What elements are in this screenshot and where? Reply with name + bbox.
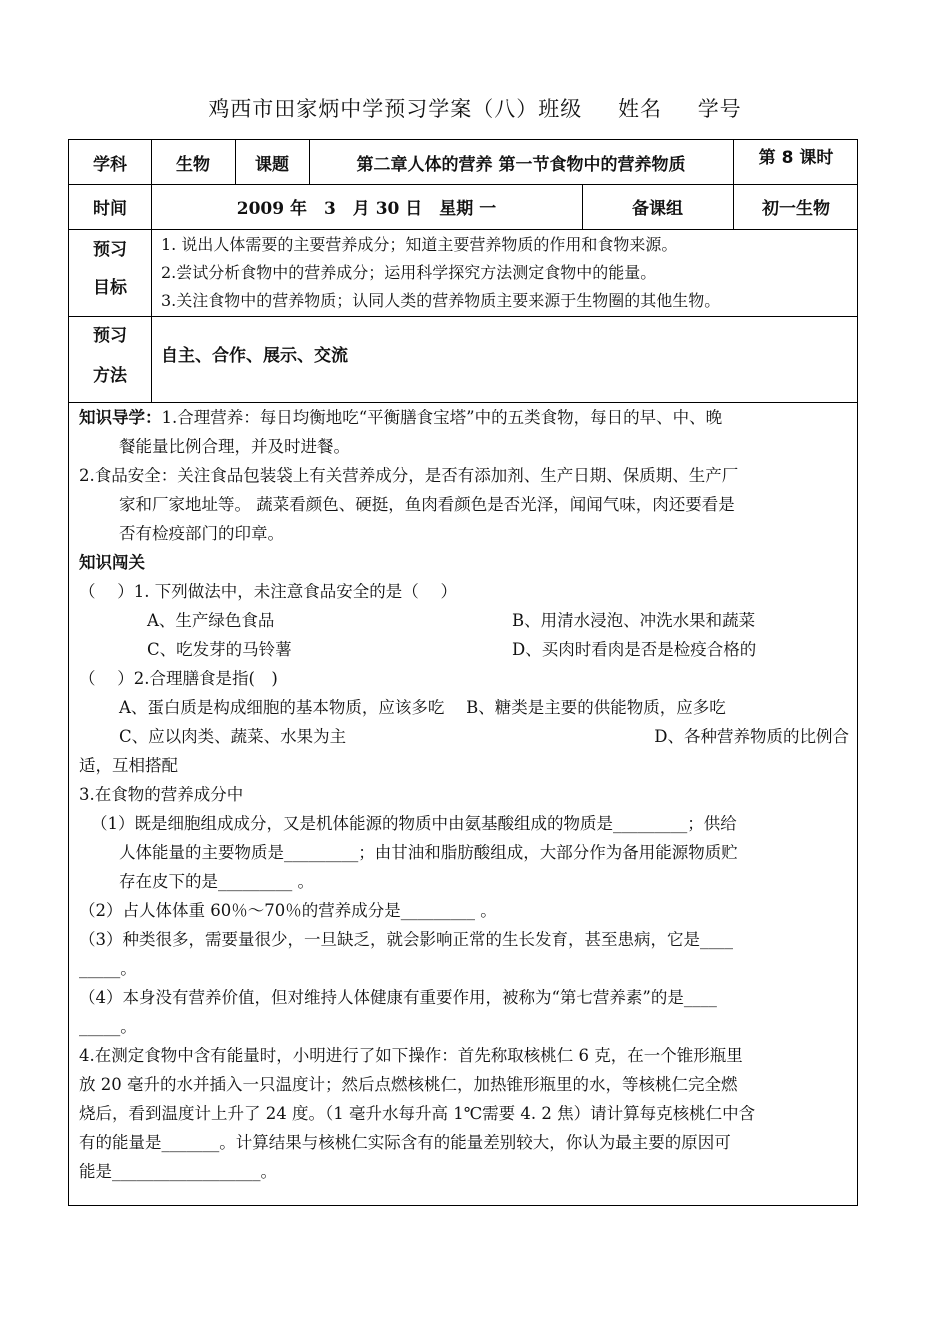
q3-part-3: （3）种类很多，需要量很少，一旦缺乏，就会影响正常的生长发育，甚至患病，它是____ xyxy=(79,930,733,949)
question-2: （ ）2.合理膳食是指( ) xyxy=(79,669,278,688)
lesson-body xyxy=(79,403,849,1186)
q1-option-d: D、买肉时看肉是否是检疫合格的 xyxy=(512,640,757,659)
q1-option-b: B、用清水浸泡、冲洗水果和蔬菜 xyxy=(512,611,756,630)
method-label-1: 预习 xyxy=(93,325,127,346)
divider xyxy=(69,316,857,317)
quiz-heading: 知识闯关 xyxy=(79,553,145,572)
subject-label: 学科 xyxy=(93,154,127,175)
group-label: 备课组 xyxy=(632,199,683,219)
question-4-cont: 放 20 毫升的水并插入一只温度计；然后点燃核桃仁，加热锥形瓶里的水，等核桃仁完全燃 xyxy=(79,1075,738,1094)
question-4: 4.在测定食物中含有能量时，小明进行了如下操作：首先称取核桃仁 6 克，在一个锥形瓶里 xyxy=(79,1046,743,1065)
question-1: （ ）1. 下列做法中，未注意食品安全的是（ ） xyxy=(79,582,457,601)
q3-part-2: （2）占人体体重 60％～70％的营养成分是_________ 。 xyxy=(79,901,497,920)
guide-p1: 1.合理营养：每日均衡地吃“平衡膳食宝塔”中的五类食物，每日的早、中、晚 xyxy=(161,408,723,427)
q3-part-1-cont: 人体能量的主要物质是_________；由甘油和脂肪酸组成，大部分作为备用能源物质贮 xyxy=(119,843,738,862)
q3-part-4: （4）本身没有营养价值，但对维持人体健康有重要作用，被称为“第七营养素”的是____ xyxy=(79,988,717,1007)
goal-item: 1. 说出人体需要的主要营养成分；知道主要营养物质的作用和食物来源。 xyxy=(161,235,678,254)
guide-p1-cont: 餐能量比例合理，并及时进餐。 xyxy=(119,437,350,456)
question-4-cont: 烧后，看到温度计上升了 24 度。（1 毫升水每升高 1℃需要 4. 2 焦）请计算每克核桃仁中含 xyxy=(79,1104,756,1123)
question-4-cont: 能是__________________。 xyxy=(79,1162,277,1181)
q2-options-ab: A、蛋白质是构成细胞的基本物质，应该多吃 B、糖类是主要的供能物质，应多吃 xyxy=(119,698,726,717)
goal-item: 2.尝试分析食物中的营养成分；运用科学探究方法测定食物中的能量。 xyxy=(161,263,657,282)
goals-label-1: 预习 xyxy=(93,239,127,260)
guide-p2: 2.食品安全：关注食品包装袋上有关营养成分，是否有添加剂、生产日期、保质期、生产厂 xyxy=(79,466,739,485)
period: 第 8 课时 xyxy=(758,147,834,168)
guide-p2-cont: 否有检疫部门的印章。 xyxy=(119,524,284,543)
question-3: 3.在食物的营养成分中 xyxy=(79,785,244,804)
q2-option-c: C、应以肉类、蔬菜、水果为主 xyxy=(119,727,347,746)
q3-part-1-cont: 存在皮下的是_________ 。 xyxy=(119,872,314,891)
title-main: 鸡西市田家炳中学预习学案（八）班级 xyxy=(208,97,583,121)
q2-option-d-cont: 适，互相搭配 xyxy=(79,756,178,775)
page-title xyxy=(0,93,950,123)
question-4-cont: 有的能量是_______。计算结果与核桃仁实际含有的能量差别较大，你认为最主要的原因可 xyxy=(79,1133,731,1152)
title-number-label: 学号 xyxy=(697,97,742,121)
date-value: 2009 年 3 月 30 日 星期 一 xyxy=(236,199,497,219)
q2-option-d: D、各种营养物质的比例合 xyxy=(654,727,849,746)
method-value: 自主、合作、展示、交流 xyxy=(161,345,348,366)
topic-label: 课题 xyxy=(255,154,289,175)
q2-options-cd xyxy=(79,722,849,751)
guide-heading: 知识导学： xyxy=(79,408,162,427)
subject-value: 生物 xyxy=(176,154,210,175)
q3-part-3-cont: _____。 xyxy=(79,959,137,978)
goal-item: 3.关注食物中的营养物质；认同人类的营养物质主要来源于生物圈的其他生物。 xyxy=(161,291,721,310)
q1-options-row xyxy=(79,635,849,664)
q1-option-a: A、生产绿色食品 xyxy=(147,611,275,630)
topic-value: 第二章人体的营养 第一节食物中的营养物质 xyxy=(356,154,686,175)
method-label-2: 方法 xyxy=(93,365,127,386)
goals-label-2: 目标 xyxy=(93,277,127,298)
q3-part-1: （1）既是细胞组成成分，又是机体能源的物质中由氨基酸组成的物质是_________；供给 xyxy=(91,814,737,833)
q1-option-c: C、吃发芽的马铃薯 xyxy=(147,640,292,659)
q3-part-4-cont: _____。 xyxy=(79,1017,137,1036)
guide-p2-cont: 家和厂家地址等。 蔬菜看颜色、硬挺，鱼肉看颜色是否光泽，闻闻气味，肉还要看是 xyxy=(119,495,735,514)
title-name-label: 姓名 xyxy=(618,97,662,121)
lesson-sheet xyxy=(68,139,858,1206)
time-label: 时间 xyxy=(93,199,127,219)
group-value: 初一生物 xyxy=(762,199,830,219)
q1-options-row xyxy=(79,606,849,635)
